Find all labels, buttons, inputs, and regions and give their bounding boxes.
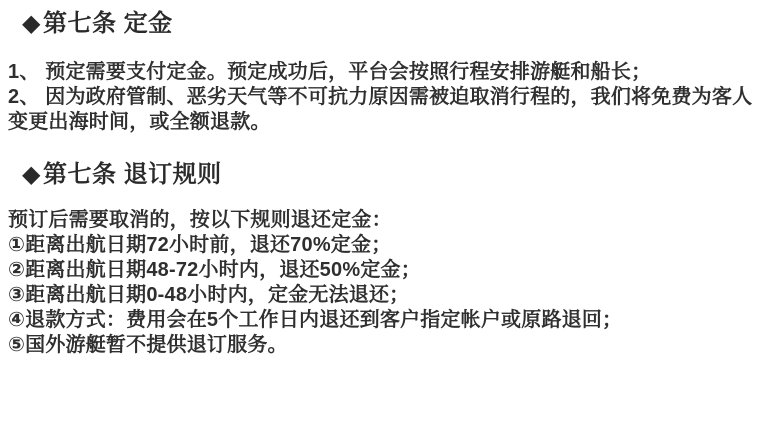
rule-item-2: ②距离出航日期48-72小时内，退还50%定金；: [8, 259, 421, 281]
section-title-cancellation: 第七条 退订规则: [42, 161, 222, 188]
section-heading-cancellation: [22, 159, 770, 191]
rules-intro: 预订后需要取消的，按以下规则退还定金：: [8, 209, 392, 231]
cancellation-rules: [8, 208, 770, 358]
deposit-term-line-2: 2、 因为政府管制、恶劣天气等不可抗力原因需被迫取消行程的，我们将免费为客人: [8, 86, 753, 108]
rule-item-5: ⑤国外游艇暂不提供退订服务。: [8, 334, 288, 356]
rule-item-1: ①距离出航日期72小时前，退还70%定金；: [8, 234, 392, 256]
section-title-deposit: 第七条 定金: [42, 10, 173, 37]
deposit-term-line-2-wrap: 变更出海时间，或全额退款。: [8, 111, 271, 133]
deposit-term-line-1: 1、 预定需要支付定金。预定成功后，平台会按照行程安排游艇和船长；: [8, 61, 652, 83]
deposit-terms: [8, 60, 770, 135]
rule-item-3: ③距离出航日期0-48小时内，定金无法退还；: [8, 284, 410, 306]
rule-item-4: ④退款方式：费用会在5个工作日内退还到客户指定帐户或原路退回；: [8, 309, 623, 331]
diamond-bullet-icon: ◆: [22, 161, 41, 188]
section-heading-deposit: [22, 8, 770, 40]
diamond-bullet-icon: ◆: [22, 10, 41, 37]
